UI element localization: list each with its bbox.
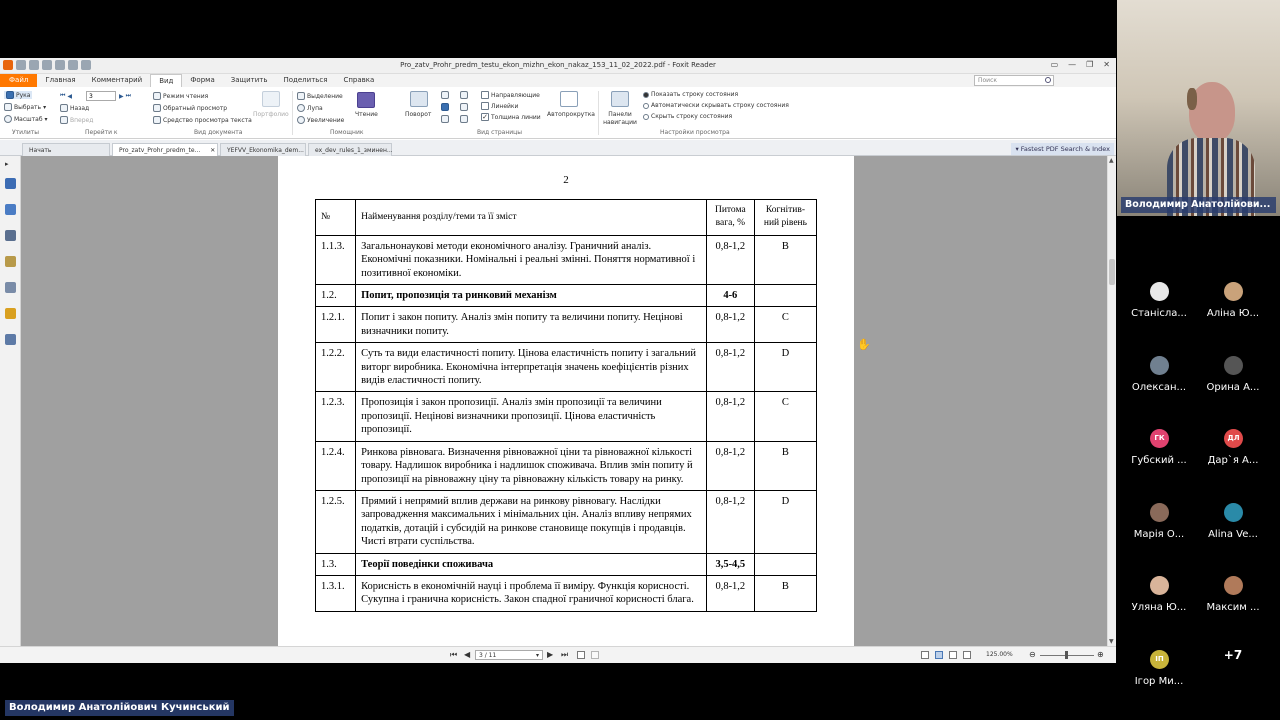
checkbox-empty-icon bbox=[481, 91, 489, 99]
prev-page-button[interactable]: ◀ bbox=[464, 650, 471, 659]
curriculum-table bbox=[315, 199, 817, 612]
page-number-input[interactable]: 3 bbox=[86, 91, 116, 101]
menu-home[interactable]: Главная bbox=[45, 76, 76, 84]
menu-share[interactable]: Поделиться bbox=[283, 76, 328, 84]
first-prev-page-buttons[interactable] bbox=[60, 92, 72, 100]
participant-tile[interactable] bbox=[1119, 568, 1199, 628]
table-row bbox=[316, 575, 817, 611]
tab-yefvv[interactable]: YEFVV_Ekonomika_dem... bbox=[220, 143, 306, 156]
scroll-down-icon[interactable]: ▼ bbox=[1109, 638, 1114, 645]
participant-tile[interactable] bbox=[1119, 348, 1199, 408]
portfolio-label: Портфолио bbox=[253, 111, 289, 118]
select-tool-button[interactable]: Выбрать ▾ bbox=[4, 103, 46, 111]
sidebar-toggle-icon[interactable]: ▸ bbox=[5, 160, 9, 168]
fit-page-icon[interactable] bbox=[577, 651, 585, 659]
line-width-checkbox[interactable] bbox=[481, 113, 541, 121]
row-level: C bbox=[754, 392, 816, 441]
loupe-label: Увеличение bbox=[307, 116, 345, 124]
table-row bbox=[316, 392, 817, 441]
speaker-figure bbox=[1167, 82, 1255, 216]
zoom-tool-button[interactable]: Масштаб ▾ bbox=[4, 115, 48, 123]
participant-tile[interactable] bbox=[1119, 274, 1199, 334]
close-icon[interactable]: ✕ bbox=[1103, 60, 1110, 69]
participant-name: Орина А... bbox=[1206, 381, 1260, 393]
radio-selected-icon bbox=[643, 92, 649, 98]
forward-icon bbox=[60, 116, 68, 124]
participant-tile[interactable] bbox=[1193, 421, 1273, 481]
text-viewer-button[interactable] bbox=[153, 116, 252, 124]
autoscroll-label: Автопрокрутка bbox=[547, 111, 595, 118]
participant-tile[interactable] bbox=[1119, 642, 1199, 702]
scrollbar-thumb[interactable] bbox=[1109, 259, 1115, 285]
zoom-icon bbox=[4, 115, 12, 123]
magnifier-label: Лупа bbox=[307, 104, 323, 112]
tab-close-icon[interactable]: ✕ bbox=[210, 147, 216, 154]
menu-help[interactable]: Справка bbox=[343, 76, 375, 84]
participant-name: +7 bbox=[1223, 647, 1243, 662]
facing-view-icon[interactable] bbox=[949, 651, 957, 659]
window-controls bbox=[1051, 60, 1110, 69]
document-canvas[interactable] bbox=[21, 156, 1107, 646]
row-weight: 0,8-1,2 bbox=[706, 490, 754, 553]
avatar bbox=[1150, 282, 1169, 301]
continuous-facing-view-icon[interactable] bbox=[963, 651, 971, 659]
highlight-button[interactable] bbox=[297, 92, 343, 100]
group-label-goto: Перейти к bbox=[85, 129, 118, 136]
page-number-text: 2 bbox=[563, 174, 569, 186]
facing-icon[interactable] bbox=[460, 103, 468, 111]
comments-icon[interactable] bbox=[5, 256, 16, 267]
nav-panels-label: Панели навигации bbox=[603, 111, 637, 126]
cover-icon[interactable] bbox=[460, 115, 468, 123]
next-page-icon[interactable]: ▶ bbox=[119, 92, 124, 100]
last-page-icon[interactable]: ⏭ bbox=[125, 92, 132, 99]
layers-icon[interactable] bbox=[5, 230, 16, 241]
minimize-icon[interactable]: — bbox=[1068, 60, 1077, 69]
participant-tile[interactable] bbox=[1193, 274, 1273, 334]
row-number: 1.2.4. bbox=[316, 441, 356, 490]
cursor-icon bbox=[4, 103, 12, 111]
zoom-level[interactable]: 125.00% bbox=[986, 651, 1013, 658]
split-icon[interactable] bbox=[441, 115, 449, 123]
menu-bar bbox=[0, 74, 1116, 87]
page-selector[interactable]: 3 / 11 ▾ bbox=[475, 650, 543, 660]
read-aloud-icon[interactable] bbox=[357, 92, 375, 108]
row-text: Загальнонаукові методи економічного аналізу. Граничний аналіз. Економічні показники. Номінальні і реальні змінні. Поняття нормативної і позитивної економіки. bbox=[356, 235, 707, 284]
avatar bbox=[1224, 356, 1243, 375]
bookmarks-icon[interactable] bbox=[5, 178, 16, 189]
participant-name: Марія О... bbox=[1133, 528, 1185, 540]
group-label-document-view: Вид документа bbox=[194, 129, 243, 136]
status-bar bbox=[0, 646, 1116, 663]
row-level: C bbox=[754, 307, 816, 343]
search-icon bbox=[1045, 77, 1051, 83]
hand-tool-button[interactable] bbox=[4, 91, 32, 99]
menu-file[interactable]: Файл bbox=[0, 74, 37, 87]
tab-start[interactable]: Начать bbox=[22, 143, 110, 156]
ribbon bbox=[0, 87, 1116, 139]
participant-name: Дар`я А... bbox=[1207, 455, 1259, 466]
single-page-view-icon[interactable] bbox=[921, 651, 929, 659]
avatar bbox=[1224, 282, 1243, 301]
back-icon bbox=[60, 104, 68, 112]
first-page-button[interactable]: ⏮ bbox=[450, 650, 458, 659]
hand-icon bbox=[6, 91, 14, 99]
continuous-view-icon[interactable] bbox=[935, 651, 943, 659]
auto-hide-status-label: Автоматически скрывать строку состояния bbox=[651, 102, 789, 109]
participant-tile[interactable] bbox=[1193, 495, 1273, 555]
ribbon-divider bbox=[292, 91, 293, 135]
reading-label: Чтение bbox=[355, 111, 378, 118]
title-bar bbox=[0, 58, 1116, 74]
row-number: 1.3.1. bbox=[316, 575, 356, 611]
nav-panels-icon[interactable] bbox=[611, 91, 629, 107]
highlight-icon bbox=[297, 92, 305, 100]
participant-tile[interactable] bbox=[1193, 642, 1273, 702]
rulers-label: Линейки bbox=[491, 102, 519, 110]
portfolio-icon[interactable] bbox=[262, 91, 280, 107]
ribbon-toggle-icon[interactable]: ▭ bbox=[1050, 60, 1059, 69]
reverse-view-button[interactable] bbox=[153, 104, 227, 112]
row-level: B bbox=[754, 441, 816, 490]
group-label-assistant: Помощник bbox=[330, 129, 364, 136]
table-row bbox=[316, 441, 817, 490]
participant-name: Максим ... bbox=[1206, 602, 1260, 613]
avatar: ІП bbox=[1150, 650, 1169, 669]
speaker-name-tag: Володимир Анатолійови... bbox=[1121, 197, 1276, 213]
read-mode-label: Режим чтения bbox=[163, 92, 209, 100]
next-last-page-buttons[interactable] bbox=[119, 92, 131, 100]
navigation-sidebar bbox=[0, 156, 21, 646]
row-weight: 0,8-1,2 bbox=[706, 235, 754, 284]
magnifier-button[interactable] bbox=[297, 104, 323, 112]
row-level: B bbox=[754, 235, 816, 284]
row-number: 1.2. bbox=[316, 285, 356, 307]
forward-button[interactable] bbox=[60, 116, 93, 124]
attachments-icon[interactable] bbox=[5, 282, 16, 293]
row-weight: 0,8-1,2 bbox=[706, 307, 754, 343]
show-status-radio[interactable] bbox=[643, 91, 738, 98]
participant-name: Олексан... bbox=[1131, 381, 1187, 393]
table-header-row bbox=[316, 200, 817, 236]
signature-icon[interactable] bbox=[5, 334, 16, 345]
zoom-slider-knob[interactable] bbox=[1065, 651, 1068, 659]
table-row bbox=[316, 343, 817, 392]
header-level: Когнітив-ний рівень bbox=[754, 200, 816, 236]
row-text: Ринкова рівновага. Визначення рівноважної ціни та рівноважної кількості товару. Надлишок виробника і надлишок споживача. Вплив змін попиту й пропозиції на рівноважну ціну та рівноважну кількість товару на ринку. bbox=[356, 441, 707, 490]
row-number: 1.2.5. bbox=[316, 490, 356, 553]
hide-status-label: Скрыть строку состояния bbox=[651, 113, 733, 120]
menu-comment[interactable]: Комментарий bbox=[91, 76, 143, 84]
avatar bbox=[1150, 356, 1169, 375]
reverse-view-label: Обратный просмотр bbox=[163, 104, 228, 112]
window-title: Pro_zatv_Prohr_predm_testu_ekon_mizhn_ekon_nakaz_153_11_02_2022.pdf - Foxit Reader bbox=[400, 61, 716, 69]
read-mode-icon bbox=[153, 92, 161, 100]
rulers-checkbox[interactable] bbox=[481, 102, 518, 110]
avatar bbox=[1150, 576, 1169, 595]
loupe-icon bbox=[297, 116, 305, 124]
header-name: Найменування розділу/теми та її зміст bbox=[356, 200, 707, 236]
radio-empty-icon bbox=[643, 114, 649, 120]
row-text: Прямий і непрямий вплив держави на ринкову рівновагу. Наслідки запровадження максимальних і мінімальних цін. Аналіз впливу непрямих податків, дотацій і субсидій на ринкове становище покупців і продавців. Чисті втрати суспільства. bbox=[356, 490, 707, 553]
row-text: Теорії поведінки споживача bbox=[356, 553, 707, 575]
row-text: Корисність в економічній науці і проблема її виміру. Функція корисності. Сукупна і гранична корисність. Закон спадної граничної корисності блага. bbox=[356, 575, 707, 611]
auto-hide-status-radio[interactable] bbox=[643, 102, 789, 109]
avatar bbox=[1224, 576, 1243, 595]
dropdown-arrow-icon: ▾ bbox=[1015, 145, 1021, 153]
group-label-utilities: Утилиты bbox=[12, 129, 40, 136]
row-weight: 0,8-1,2 bbox=[706, 343, 754, 392]
row-weight: 0,8-1,2 bbox=[706, 575, 754, 611]
document-tabs bbox=[0, 140, 1116, 156]
participants-gallery bbox=[1117, 216, 1280, 720]
search-input[interactable] bbox=[974, 75, 1054, 86]
single-page-icon[interactable] bbox=[441, 91, 449, 99]
row-text: Суть та види еластичності попиту. Цінова еластичність попиту і загальний виторг виробника. Економічна інтерпретація значень коефіцієнтів різних видів еластичності попиту. bbox=[356, 343, 707, 392]
participant-name: Станісла... bbox=[1131, 308, 1187, 319]
participant-tile[interactable] bbox=[1119, 421, 1199, 481]
table-body bbox=[316, 235, 817, 611]
tab-pro-zatv[interactable]: Pro_zatv_Prohr_predm_te... ✕ bbox=[112, 143, 218, 156]
show-status-label: Показать строку состояния bbox=[651, 91, 739, 98]
checkbox-empty-icon bbox=[481, 102, 489, 110]
magnifier-icon bbox=[297, 104, 305, 112]
table-row bbox=[316, 235, 817, 284]
back-label: Назад bbox=[70, 104, 90, 112]
row-weight: 0,8-1,2 bbox=[706, 392, 754, 441]
read-mode-button[interactable] bbox=[153, 92, 208, 100]
prev-page-icon[interactable]: ◀ bbox=[67, 92, 73, 100]
forward-label: Вперед bbox=[70, 116, 94, 124]
row-text: Пропозиція і закон пропозиції. Аналіз змін пропозиції та величини пропозиції. Нецінові визначники пропозиції. Цінова еластичність пропозиції. bbox=[356, 392, 707, 441]
guides-checkbox[interactable] bbox=[481, 91, 540, 99]
participant-tile[interactable] bbox=[1119, 495, 1199, 555]
rotate-label: Поворот bbox=[405, 111, 432, 118]
row-level: D bbox=[754, 343, 816, 392]
participant-tile[interactable] bbox=[1193, 568, 1273, 628]
row-number: 1.2.3. bbox=[316, 392, 356, 441]
loupe-button[interactable] bbox=[297, 116, 344, 124]
participant-name: Аліна Ю... bbox=[1206, 308, 1260, 319]
speaker-video bbox=[1117, 0, 1280, 216]
avatar: ДЛ bbox=[1224, 429, 1243, 448]
zoom-label: Масштаб bbox=[14, 115, 43, 123]
zoom-in-icon[interactable]: ⊕ bbox=[1097, 650, 1104, 659]
row-weight: 3,5-4,5 bbox=[706, 553, 754, 575]
row-number: 1.1.3. bbox=[316, 235, 356, 284]
row-level: B bbox=[754, 575, 816, 611]
dropdown-arrow-icon: ▾ bbox=[535, 652, 539, 659]
row-number: 1.2.1. bbox=[316, 307, 356, 343]
menu-protect[interactable]: Защитить bbox=[230, 76, 268, 84]
row-number: 1.3. bbox=[316, 553, 356, 575]
table-row bbox=[316, 490, 817, 553]
hand-label: Рука bbox=[16, 91, 31, 99]
row-level bbox=[754, 285, 816, 307]
ribbon-divider bbox=[598, 91, 599, 135]
text-viewer-icon bbox=[153, 116, 161, 124]
header-weight: Питома вага, % bbox=[706, 200, 754, 236]
participant-tile[interactable] bbox=[1193, 348, 1273, 408]
two-page-icon[interactable] bbox=[460, 91, 468, 99]
fit-width-icon[interactable] bbox=[591, 651, 599, 659]
maximize-icon[interactable]: ❐ bbox=[1086, 60, 1094, 69]
group-label-page-view: Вид страницы bbox=[477, 129, 522, 136]
guides-label: Направляющие bbox=[491, 91, 540, 99]
tab-ex-dev-rules[interactable]: ex_dev_rules_1_зминен... bbox=[308, 143, 392, 156]
autoscroll-icon[interactable] bbox=[560, 91, 578, 107]
participant-name: Alina Ve... bbox=[1208, 528, 1258, 540]
row-text: Попит і закон попиту. Аналіз змін попиту та величини попиту. Нецінові визначники попиту. bbox=[356, 307, 707, 343]
participant-name: Уляна Ю... bbox=[1131, 602, 1187, 613]
hand-cursor-icon: ✋ bbox=[857, 338, 871, 351]
highlight-label: Выделение bbox=[307, 92, 343, 100]
shared-screen bbox=[0, 58, 1116, 663]
security-lock-icon[interactable] bbox=[5, 308, 16, 319]
back-button[interactable] bbox=[60, 104, 89, 112]
search-placeholder: Поиск bbox=[978, 77, 998, 84]
next-page-button[interactable]: ▶ bbox=[547, 650, 554, 659]
menu-form[interactable]: Форма bbox=[190, 76, 215, 84]
scroll-up-icon[interactable]: ▲ bbox=[1109, 157, 1114, 164]
pdf-page bbox=[278, 156, 854, 646]
select-label: Выбрать bbox=[14, 103, 42, 111]
checkbox-checked-icon: ✓ bbox=[482, 113, 488, 121]
avatar bbox=[1224, 503, 1243, 522]
row-level: D bbox=[754, 490, 816, 553]
participant-name: Губский ... bbox=[1131, 455, 1187, 466]
table-row bbox=[316, 553, 817, 575]
avatar bbox=[1150, 503, 1169, 522]
continuous-icon[interactable] bbox=[441, 103, 449, 111]
fast-pdf-search-button[interactable]: ▾ Fastest PDF Search & Index bbox=[1011, 143, 1114, 155]
line-width-label: Толщина линии bbox=[491, 113, 541, 121]
table-row bbox=[316, 307, 817, 343]
presenter-name-tag: Володимир Анатолійович Кучинський bbox=[5, 700, 234, 716]
zoom-out-icon[interactable]: ⊖ bbox=[1029, 650, 1036, 659]
row-weight: 4-6 bbox=[706, 285, 754, 307]
rotate-icon[interactable] bbox=[410, 91, 428, 107]
header-number: № bbox=[316, 200, 356, 236]
menu-view[interactable]: Вид bbox=[150, 74, 182, 87]
row-text: Попит, пропозиція та ринковий механізм bbox=[356, 285, 707, 307]
radio-empty-icon bbox=[643, 103, 649, 109]
text-viewer-label: Средство просмотра текста bbox=[163, 116, 252, 124]
avatar: ГК bbox=[1150, 429, 1169, 448]
vertical-scrollbar[interactable] bbox=[1107, 156, 1116, 646]
reverse-view-icon bbox=[153, 104, 161, 112]
last-page-button[interactable]: ⏭ bbox=[561, 650, 569, 659]
pages-icon[interactable] bbox=[5, 204, 16, 215]
row-number: 1.2.2. bbox=[316, 343, 356, 392]
first-page-icon[interactable]: ⏮ bbox=[60, 92, 66, 99]
table-row bbox=[316, 285, 817, 307]
participant-name: Ігор Ми... bbox=[1134, 675, 1184, 687]
hide-status-radio[interactable] bbox=[643, 113, 732, 120]
group-label-view-settings: Настройки просмотра bbox=[660, 129, 730, 136]
row-weight: 0,8-1,2 bbox=[706, 441, 754, 490]
row-level bbox=[754, 553, 816, 575]
